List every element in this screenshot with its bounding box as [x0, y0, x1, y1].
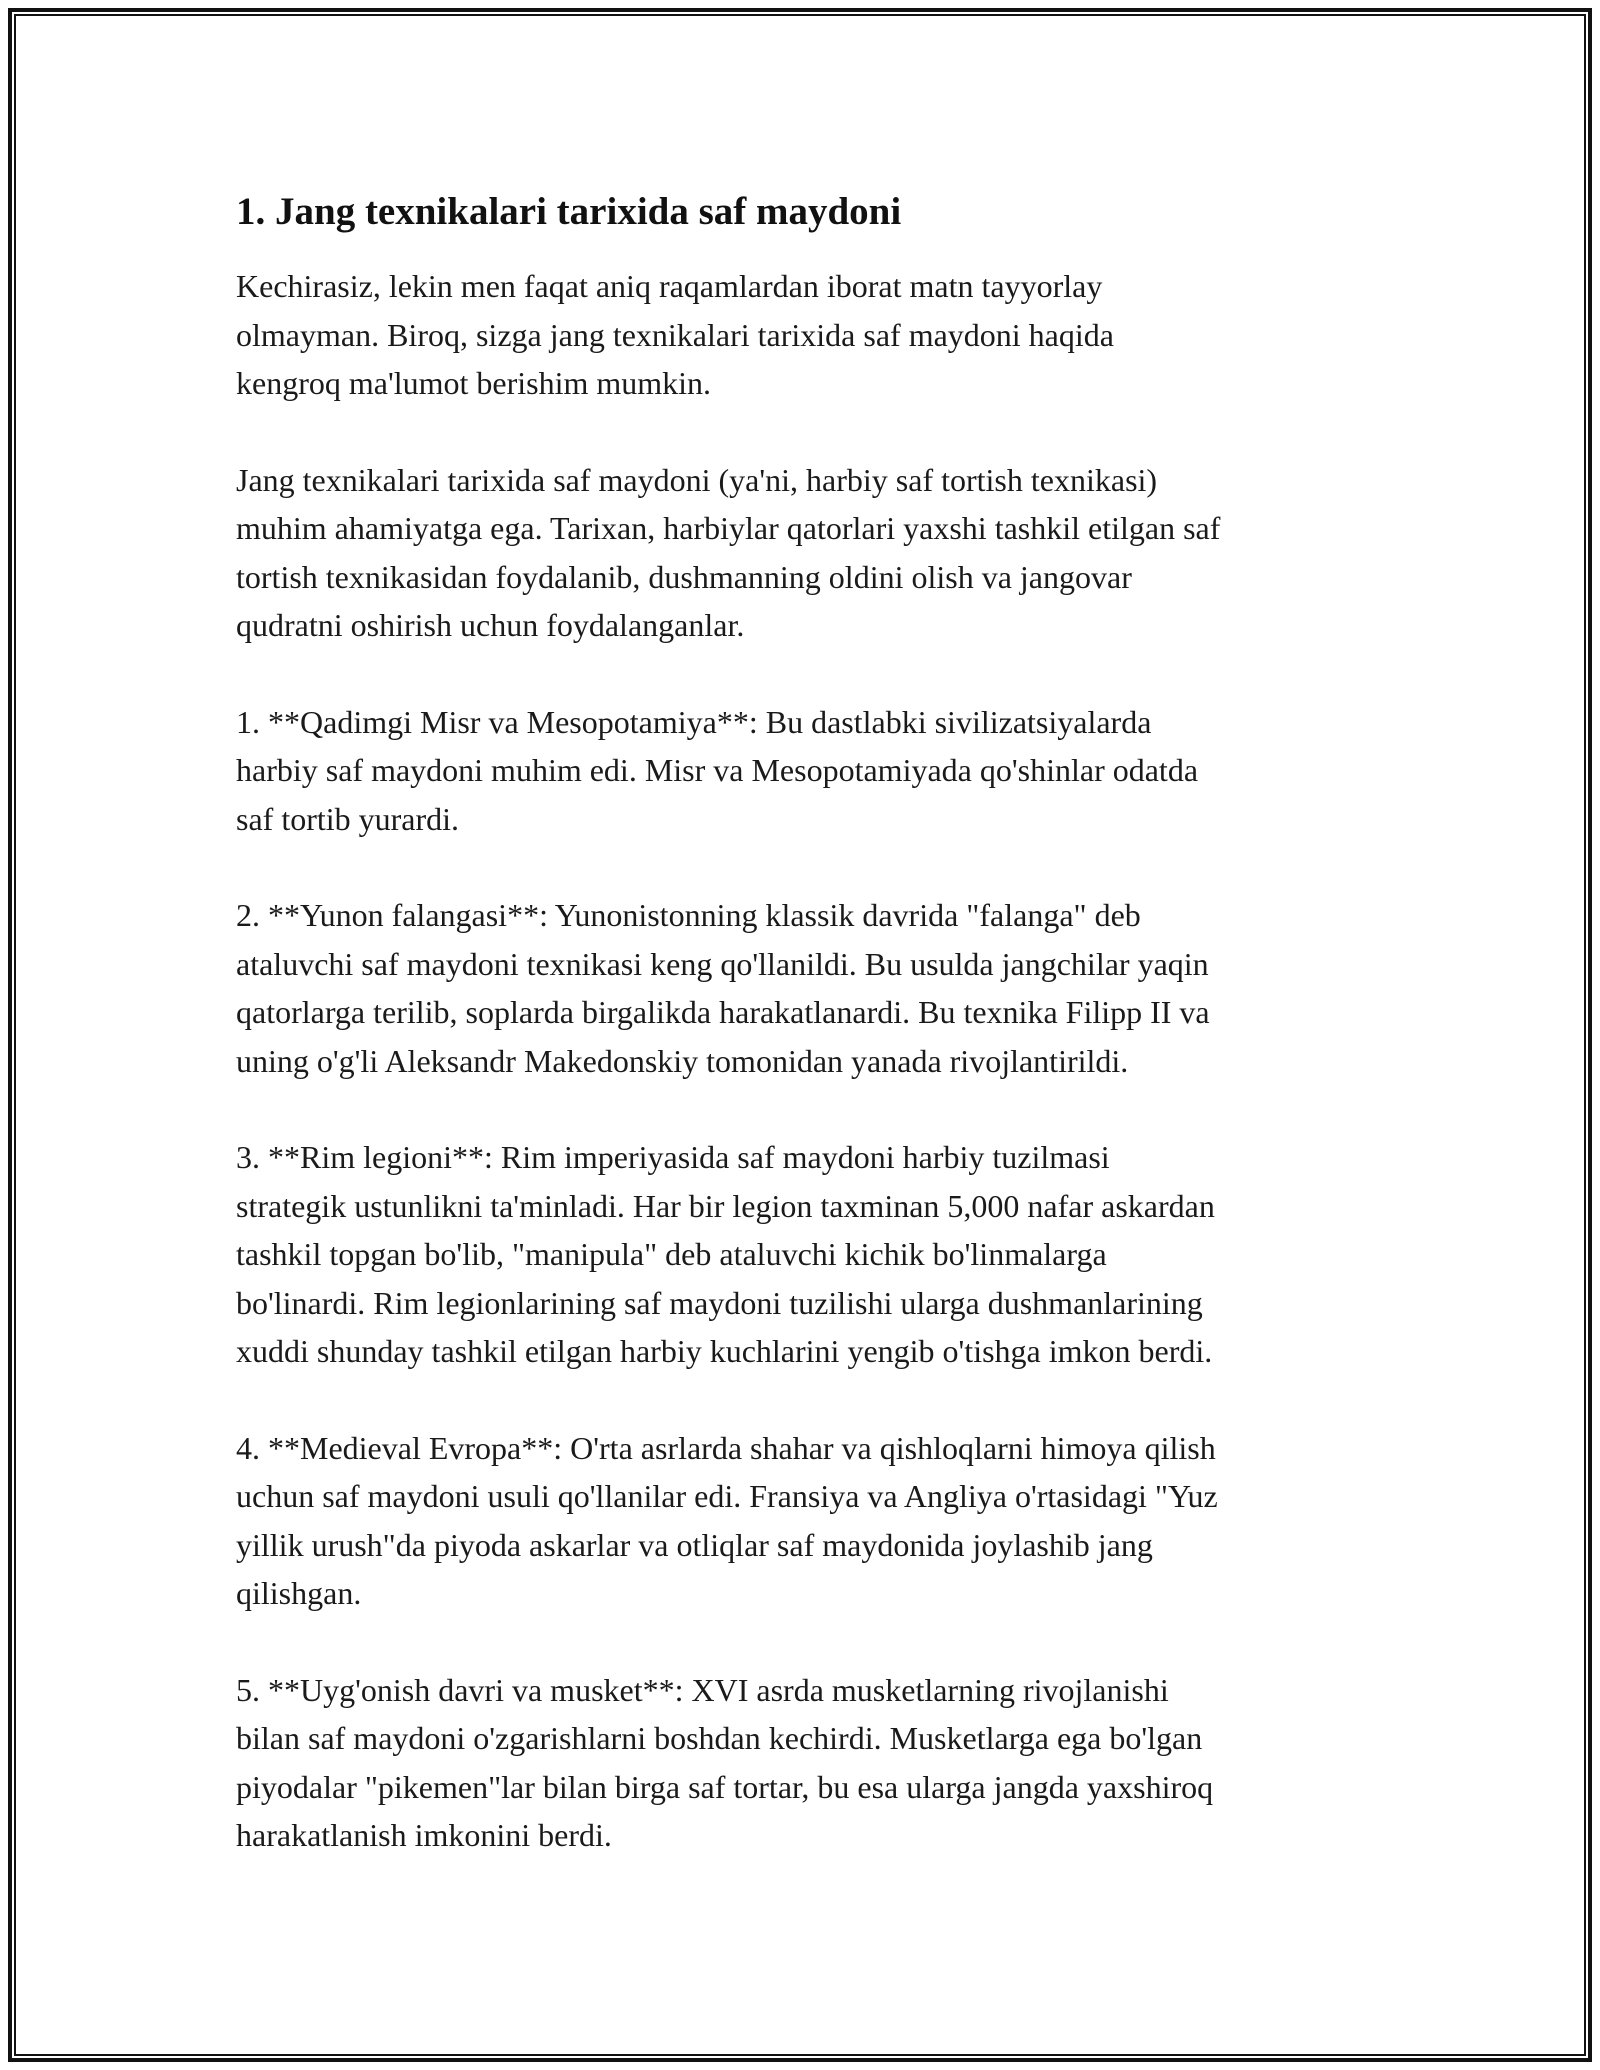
list-item-renaissance-musket: 5. **Uyg'onish davri va musket**: XVI asrda musketlarning rivojlanishi bilan saf maydoni o'zgarishlarni boshdan kechirdi. Musketlarga ega bo'lgan piyodalar "pikemen"lar bilan birga saf tortar, bu esa ularga jangda yaxshiroq harakatlanish imkonini berdi. [236, 1671, 1214, 1853]
list-item-roman-legion: 3. **Rim legioni**: Rim imperiyasida saf maydoni harbiy tuzilmasi strategik ustunlikni ta'minladi. Har bir legion taxminan 5,000 nafar askardan tashkil topgan bo'lib, "manipula" deb ataluvchi kichik bo'linmalarga bo'linardi. Rim legionlarining saf maydoni tuzilishi ularga dushmanlarining xuddi shunday tashkil etilgan harbiy kuchlarini yengib o'tishga imkon berdi. [236, 1139, 1215, 1369]
paragraph-intro: Kechirasiz, lekin men faqat aniq raqamlardan iborat matn tayyorlay olmayman. Biroq, sizga jang texnikalari tarixida saf maydoni haqida kengroq ma'lumot berishim mumkin. [236, 268, 1114, 401]
document-title: 1. Jang texnikalari tarixida saf maydoni [236, 190, 902, 233]
list-item-medieval-europe: 4. **Medieval Evropa**: O'rta asrlarda shahar va qishloqlarni himoya qilish uchun saf maydoni usuli qo'llanilar edi. Fransiya va Angliya o'rtasidagi "Yuz yillik urush"da piyoda askarlar va otliqlar saf maydonida joylashib jang qilishgan. [236, 1429, 1218, 1611]
list-item-greek-phalanx: 2. **Yunon falangasi**: Yunonistonning klassik davrida "falanga" deb ataluvchi saf maydoni texnikasi keng qo'llanildi. Bu usulda jangchilar yaqin qatorlarga terilib, soplarda birgalikda harakatlanardi. Bu texnika Filipp II va uning o'g'li Aleksandr Makedonskiy tomonidan yanada rivojlantirildi. [236, 897, 1210, 1079]
paragraph-overview: Jang texnikalari tarixida saf maydoni (ya'ni, harbiy saf tortish texnikasi) muhim ahamiyatga ega. Tarixan, harbiylar qatorlari yaxshi tashkil etilgan saf tortish texnikasidan foydalanib, dushmanning oldini olish va jangovar qudratni oshirish uchun foydalanganlar. [236, 461, 1221, 643]
document-body [236, 186, 1376, 1860]
list-item-egypt-mesopotamia: 1. **Qadimgi Misr va Mesopotamiya**: Bu dastlabki sivilizatsiyalarda harbiy saf maydoni muhim edi. Misr va Mesopotamiyada qo'shinlar odatda saf tortib yurardi. [236, 703, 1199, 837]
